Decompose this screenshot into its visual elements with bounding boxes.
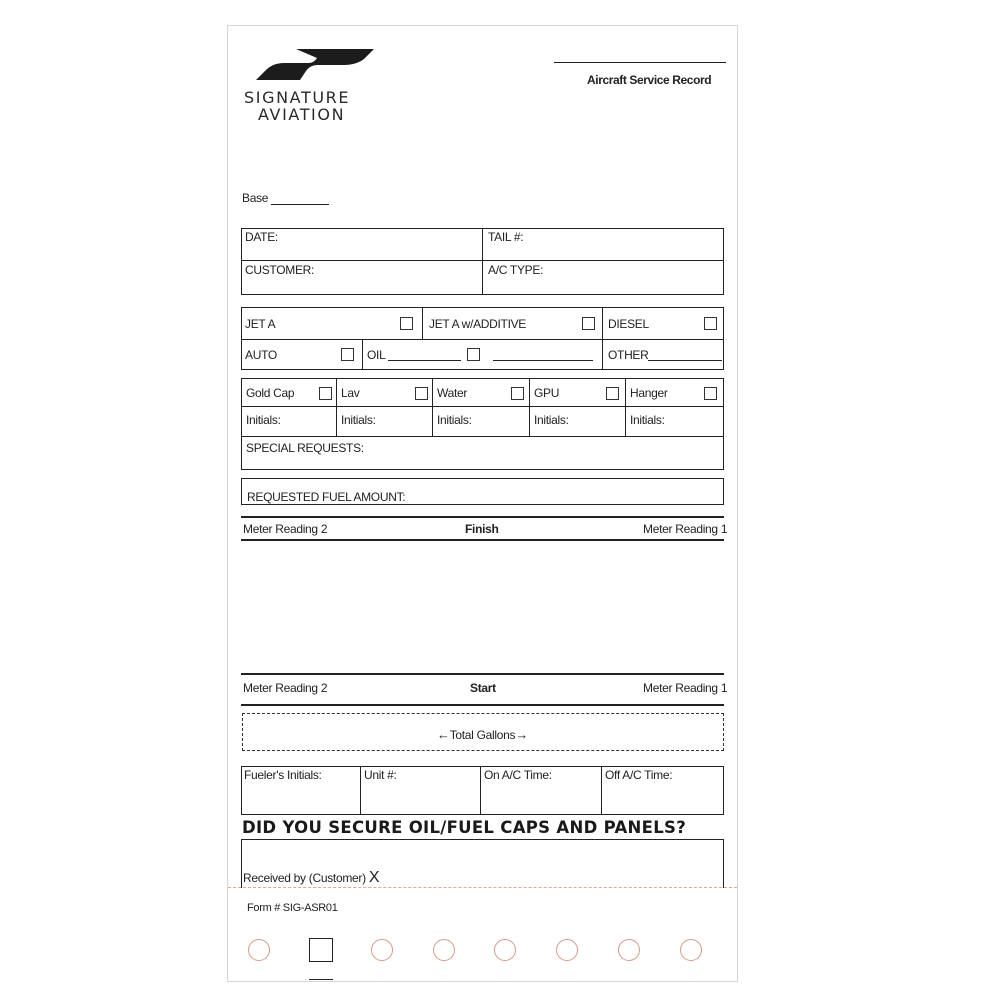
ac-type-field[interactable]: A/C TYPE: [488, 263, 544, 277]
punch-hole-icon [371, 939, 393, 961]
oil-extra-field[interactable] [493, 360, 593, 361]
signature-x: X [368, 869, 380, 886]
received-by-field[interactable]: Received by (Customer) X [243, 869, 380, 886]
divider [241, 704, 724, 706]
water-label: Water [437, 386, 468, 400]
unit-field[interactable]: Unit #: [364, 768, 397, 782]
diesel-label: DIESEL [608, 317, 649, 331]
other-label: OTHER [608, 348, 649, 362]
initials-field[interactable]: Initials: [534, 413, 569, 427]
perforation-line [228, 887, 737, 888]
oil-field[interactable] [388, 360, 461, 361]
punch-hole-icon [494, 939, 516, 961]
divider [241, 673, 724, 675]
page-title: Aircraft Service Record [587, 73, 712, 87]
divider [336, 378, 337, 436]
finish-meter-reading-1: Meter Reading 1 [643, 522, 728, 536]
divider [480, 766, 481, 815]
divider [529, 378, 530, 436]
lav-label: Lav [341, 386, 360, 400]
jet-a-label: JET A [245, 317, 276, 331]
base-label: Base [242, 191, 269, 205]
hanger-label: Hanger [630, 386, 668, 400]
oil-label: OIL [367, 348, 386, 362]
diesel-checkbox[interactable] [704, 317, 717, 330]
divider [241, 539, 724, 541]
off-time-field[interactable]: Off A/C Time: [605, 768, 673, 782]
oil-checkbox[interactable] [467, 348, 480, 361]
total-gallons-label: ←Total Gallons→ [437, 727, 528, 742]
auto-label: AUTO [245, 348, 277, 362]
gold-cap-label: Gold Cap [246, 386, 295, 400]
divider [602, 307, 603, 370]
divider [482, 228, 483, 295]
base-field[interactable] [271, 204, 329, 205]
on-time-field[interactable]: On A/C Time: [484, 768, 552, 782]
punch-square-icon [309, 938, 333, 962]
other-field[interactable] [648, 360, 722, 361]
divider [432, 378, 433, 436]
divider [360, 766, 361, 815]
brand-line2: AVIATION [258, 105, 346, 124]
initials-field[interactable]: Initials: [437, 413, 472, 427]
start-meter-reading-1: Meter Reading 1 [643, 681, 728, 695]
punch-hole-icon [556, 939, 578, 961]
finish-meter-reading-2: Meter Reading 2 [243, 522, 328, 536]
divider [241, 436, 724, 437]
special-requests-field[interactable]: SPECIAL REQUESTS: [246, 441, 364, 455]
divider [362, 339, 363, 370]
punch-hole-icon [433, 939, 455, 961]
divider [241, 516, 724, 518]
divider [601, 766, 602, 815]
water-checkbox[interactable] [511, 387, 524, 400]
jet-a-additive-label: JET A w/ADDITIVE [429, 317, 527, 331]
finish-label: Finish [465, 522, 499, 536]
initials-field[interactable]: Initials: [630, 413, 665, 427]
divider [422, 307, 423, 339]
customer-field[interactable]: CUSTOMER: [245, 263, 315, 277]
date-field[interactable]: DATE: [245, 230, 278, 244]
start-meter-reading-2: Meter Reading 2 [243, 681, 328, 695]
initials-field[interactable]: Initials: [341, 413, 376, 427]
gpu-label: GPU [534, 386, 560, 400]
brand-line1: SIGNATURE [244, 88, 351, 107]
punch-hole-icon [680, 939, 702, 961]
punch-hole-icon [248, 939, 270, 961]
secure-caps-heading: DID YOU SECURE OIL/FUEL CAPS AND PANELS? [242, 818, 687, 837]
jet-a-checkbox[interactable] [400, 317, 413, 330]
lav-checkbox[interactable] [415, 387, 428, 400]
divider [309, 979, 333, 980]
hanger-checkbox[interactable] [704, 387, 717, 400]
arrow-left-icon: ← [437, 727, 450, 742]
arrow-right-icon: → [515, 727, 528, 742]
title-rule [554, 62, 726, 63]
initials-field[interactable]: Initials: [246, 413, 281, 427]
divider [241, 406, 724, 407]
form-number: Form # SIG-ASR01 [247, 902, 338, 914]
requested-fuel-field[interactable]: REQUESTED FUEL AMOUNT: [247, 490, 406, 504]
punch-hole-icon [618, 939, 640, 961]
auto-checkbox[interactable] [341, 348, 354, 361]
signature-logo-icon [256, 47, 374, 81]
tail-field[interactable]: TAIL #: [488, 230, 524, 244]
gold-cap-checkbox[interactable] [319, 387, 332, 400]
divider [625, 378, 626, 436]
divider [241, 339, 724, 340]
start-label: Start [470, 681, 496, 695]
fueler-initials-field[interactable]: Fueler's Initials: [244, 768, 322, 782]
gpu-checkbox[interactable] [606, 387, 619, 400]
jet-a-additive-checkbox[interactable] [582, 317, 595, 330]
